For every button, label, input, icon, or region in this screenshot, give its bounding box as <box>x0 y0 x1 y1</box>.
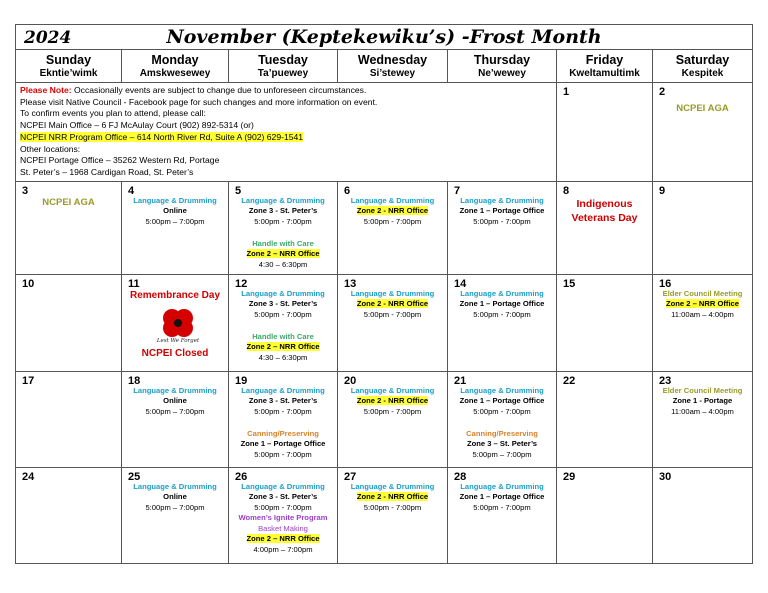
day-cell <box>229 181 338 274</box>
day-cell <box>16 371 122 467</box>
notice-line: Please visit Native Council - Facebook page for such changes and more information on event. <box>20 96 378 107</box>
day-cell <box>653 371 753 467</box>
day-number: 14 <box>454 277 467 290</box>
event-title: Language & Drumming <box>460 195 544 205</box>
day-cell <box>653 83 753 182</box>
notice-line: St. Peter’s – 1968 Cardigan Road, St. Peter’s <box>20 166 194 177</box>
day-cell <box>557 467 653 563</box>
day-number: 7 <box>454 184 461 197</box>
event-title: Language & Drumming <box>241 385 325 395</box>
event-location: Zone 2 - NRR Office <box>356 299 429 309</box>
day-cell <box>338 181 448 274</box>
day-header-thursday <box>448 50 557 83</box>
day-cell <box>229 274 338 371</box>
event-time: 11:00am – 4:00pm <box>671 309 734 319</box>
day-cell <box>16 467 122 563</box>
event-location: Zone 3 - St. Peter’s <box>248 396 318 406</box>
event-location: Zone 2 - NRR Office <box>356 396 429 406</box>
event-time: 5:00pm - 7:00pm <box>363 309 422 319</box>
day-number: 18 <box>128 374 141 387</box>
day-number: 19 <box>235 374 248 387</box>
day-cell <box>338 371 448 467</box>
event-aga: NCPEI AGA <box>676 103 729 114</box>
day-cell <box>448 274 557 371</box>
month-title: November (Keptekewiku’s) -Frost Month <box>166 26 602 48</box>
event-title: Language & Drumming <box>350 385 435 395</box>
day-cell <box>229 467 338 563</box>
event-block <box>448 386 556 418</box>
day-mikmaq-name: Ta’puewey <box>257 68 309 79</box>
notice-line: NCPEI Main Office – 6 FJ McAulay Court (902) 892-5314 (or) <box>20 120 254 131</box>
event-block <box>229 482 337 556</box>
event-subtitle: Basket Making <box>258 523 308 533</box>
day-cell <box>122 274 229 371</box>
day-cell <box>229 371 338 467</box>
day-number: 8 <box>563 184 570 197</box>
event-time: 5:00pm - 7:00pm <box>254 216 312 226</box>
day-number: 30 <box>659 470 672 483</box>
event-block <box>122 290 228 302</box>
day-cell <box>557 274 653 371</box>
event-block <box>653 289 752 321</box>
day-number: 15 <box>563 277 576 290</box>
event-block <box>448 196 556 228</box>
event-time: 5:00pm - 7:00pm <box>473 216 531 226</box>
notice-line: To confirm events you plan to attend, please call: <box>20 108 206 119</box>
day-number: 22 <box>563 374 576 387</box>
event-location: Zone 1 – Portage Office <box>459 492 545 502</box>
day-mikmaq-name: Ne’wewey <box>478 68 526 79</box>
event-title: Canning/Preserving <box>466 428 538 438</box>
day-number: 4 <box>128 184 135 197</box>
event-title: Canning/Preserving <box>247 428 319 438</box>
event-title: Language & Drumming <box>460 481 544 491</box>
event-location: Zone 3 - St. Peter’s <box>248 299 318 309</box>
day-cell <box>557 371 653 467</box>
event-time: 4:00pm – 7:00pm <box>253 544 313 554</box>
event-block <box>338 289 447 321</box>
day-number: 16 <box>659 277 672 290</box>
day-number: 29 <box>563 470 576 483</box>
day-number: 21 <box>454 374 467 387</box>
day-header-wednesday <box>338 50 448 83</box>
event-closed: NCPEI Closed <box>141 347 209 359</box>
day-cell <box>653 181 753 274</box>
event-location: Zone 3 - St. Peter’s <box>248 492 318 502</box>
day-number: 2 <box>659 86 666 98</box>
day-name: Wednesday <box>357 53 428 67</box>
event-location: Zone 2 – NRR Office <box>246 249 320 259</box>
day-number: 17 <box>22 374 35 387</box>
day-mikmaq-name: Kweltamultimk <box>569 68 640 79</box>
event-location: Zone 1 – Portage Office <box>459 396 545 406</box>
event-block <box>229 386 337 418</box>
day-number: 5 <box>235 184 242 197</box>
event-block <box>338 482 447 514</box>
day-number: 28 <box>454 470 467 483</box>
event-location: Zone 3 - St. Peter’s <box>248 206 318 216</box>
day-name: Monday <box>151 53 199 67</box>
day-number: 20 <box>344 374 357 387</box>
event-title: Language & Drumming <box>460 288 544 298</box>
event-location: Zone 2 - NRR Office <box>356 492 429 502</box>
event-block <box>122 482 228 514</box>
day-number: 13 <box>344 277 357 290</box>
event-title: Handle with Care <box>252 331 314 341</box>
event-location: Zone 1 – Portage Office <box>459 299 545 309</box>
event-veterans-day: Indigenous Veterans Day <box>571 197 638 224</box>
day-number: 1 <box>563 86 570 98</box>
day-cell <box>653 467 753 563</box>
day-header-tuesday <box>229 50 338 83</box>
day-cell <box>448 371 557 467</box>
event-time: 4:30 – 6:30pm <box>258 259 308 269</box>
event-time: 5:00pm - 7:00pm <box>473 502 531 512</box>
day-cell <box>16 274 122 371</box>
notice-line: Other locations: <box>20 143 81 154</box>
event-title: Language & Drumming <box>133 385 217 395</box>
day-header-saturday <box>653 50 753 83</box>
notice-line: Occasionally events are subject to change due to unforeseen circumstances. <box>71 85 367 95</box>
day-cell <box>557 181 653 274</box>
event-title: Language & Drumming <box>460 385 544 395</box>
day-cell <box>122 371 229 467</box>
event-block <box>448 482 556 514</box>
day-number: 27 <box>344 470 357 483</box>
event-location: Zone 2 – NRR Office <box>666 299 739 309</box>
day-mikmaq-name: Amskwesewey <box>139 68 211 79</box>
day-cell <box>122 467 229 563</box>
event-block <box>229 429 337 461</box>
day-number: 9 <box>659 184 666 197</box>
day-number: 3 <box>22 184 29 197</box>
event-time: 5:00pm – 7:00pm <box>145 216 205 226</box>
event-title: Language & Drumming <box>350 481 435 491</box>
day-cell <box>338 467 448 563</box>
event-location: Zone 2 - NRR Office <box>356 206 429 216</box>
day-mikmaq-name: Kespitek <box>681 68 724 79</box>
poppy-icon <box>156 304 200 344</box>
notice-line-highlighted: NCPEI NRR Program Office – 614 North River Rd, Suite A (902) 629-1541 <box>20 131 304 142</box>
event-location: Zone 1 – Portage Office <box>240 439 326 449</box>
day-mikmaq-name: Ekntie’wimk <box>39 68 98 79</box>
event-title: Language & Drumming <box>241 288 325 298</box>
event-time: 5:00pm - 7:00pm <box>254 449 312 459</box>
event-block <box>229 289 337 321</box>
event-block <box>122 386 228 418</box>
event-time: 5:00pm - 7:00pm <box>363 406 422 416</box>
event-title: Language & Drumming <box>241 481 325 491</box>
notice-label: Please Note: <box>20 85 72 95</box>
event-location: Zone 2 – NRR Office <box>246 534 320 544</box>
day-cell <box>16 181 122 274</box>
event-title: Elder Council Meeting <box>662 288 743 298</box>
year-label: 2024 <box>24 28 72 48</box>
day-name: Sunday <box>45 53 92 67</box>
day-header-sunday <box>16 50 122 83</box>
day-cell <box>448 181 557 274</box>
event-title: Language & Drumming <box>350 288 435 298</box>
event-time: 5:00pm - 7:00pm <box>473 309 531 319</box>
day-number: 6 <box>344 184 351 197</box>
day-number: 23 <box>659 374 672 387</box>
event-title: Language & Drumming <box>350 195 435 205</box>
event-time: 5:00pm - 7:00pm <box>254 502 312 512</box>
day-number: 25 <box>128 470 141 483</box>
day-name: Tuesday <box>258 53 308 67</box>
calendar-grid <box>15 24 753 564</box>
event-block <box>653 386 752 418</box>
day-number: 12 <box>235 277 248 290</box>
day-mikmaq-name: Si’stewey <box>369 68 416 79</box>
event-time: 5:00pm - 7:00pm <box>473 406 531 416</box>
event-time: 5:00pm – 7:00pm <box>145 406 205 416</box>
day-name: Thursday <box>473 53 531 67</box>
notice-cell <box>16 83 557 182</box>
notice-line: NCPEI Portage Office – 35262 Western Rd, Portage <box>20 155 220 166</box>
event-block <box>448 289 556 321</box>
event-block <box>448 429 556 461</box>
event-title: Language & Drumming <box>133 481 217 491</box>
event-time: 11:00am – 4:00pm <box>671 406 734 416</box>
event-block <box>338 196 447 228</box>
day-cell <box>122 181 229 274</box>
event-title: Handle with Care <box>252 238 314 248</box>
event-time: 5:00pm - 7:00pm <box>254 406 312 416</box>
day-cell <box>338 274 448 371</box>
event-time: 5:00pm - 7:00pm <box>363 502 422 512</box>
event-block <box>122 348 228 360</box>
event-title: Women’s Ignite Program <box>238 513 328 523</box>
event-block <box>229 239 337 271</box>
event-title: Elder Council Meeting <box>662 385 743 395</box>
title-bar <box>16 25 753 50</box>
event-time: 4:30 – 6:30pm <box>258 352 308 362</box>
event-location: Zone 2 – NRR Office <box>246 342 320 352</box>
event-block <box>229 332 337 364</box>
day-header-monday <box>122 50 229 83</box>
event-location: Zone 3 – St. Peter’s <box>466 439 538 449</box>
day-name: Friday <box>585 53 624 67</box>
event-block <box>338 386 447 418</box>
event-location: Zone 1 - Portage <box>672 396 733 406</box>
event-time: 5:00pm - 7:00pm <box>254 309 312 319</box>
event-block <box>229 196 337 228</box>
day-cell <box>557 83 653 182</box>
event-time: 5:00pm – 7:00pm <box>472 449 532 459</box>
day-cell <box>448 467 557 563</box>
event-time: 5:00pm - 7:00pm <box>363 216 422 226</box>
event-time: 5:00pm – 7:00pm <box>145 502 205 512</box>
day-number: 26 <box>235 470 248 483</box>
event-title: Language & Drumming <box>133 195 217 205</box>
event-block <box>122 196 228 228</box>
day-number: 10 <box>22 277 35 290</box>
day-number: 11 <box>128 277 140 290</box>
day-name: Saturday <box>675 53 730 67</box>
event-location: Online <box>163 492 187 502</box>
notice-text <box>16 83 556 181</box>
event-title: Remembrance Day <box>129 289 221 301</box>
event-location: Online <box>163 396 187 406</box>
event-location: Online <box>163 206 187 216</box>
poppy-caption: Lest We Forget <box>156 337 200 344</box>
day-number: 24 <box>22 470 35 483</box>
day-cell <box>653 274 753 371</box>
day-header-friday <box>557 50 653 83</box>
event-title: Language & Drumming <box>241 195 325 205</box>
event-aga: NCPEI AGA <box>42 196 95 208</box>
event-location: Zone 1 – Portage Office <box>459 206 545 216</box>
